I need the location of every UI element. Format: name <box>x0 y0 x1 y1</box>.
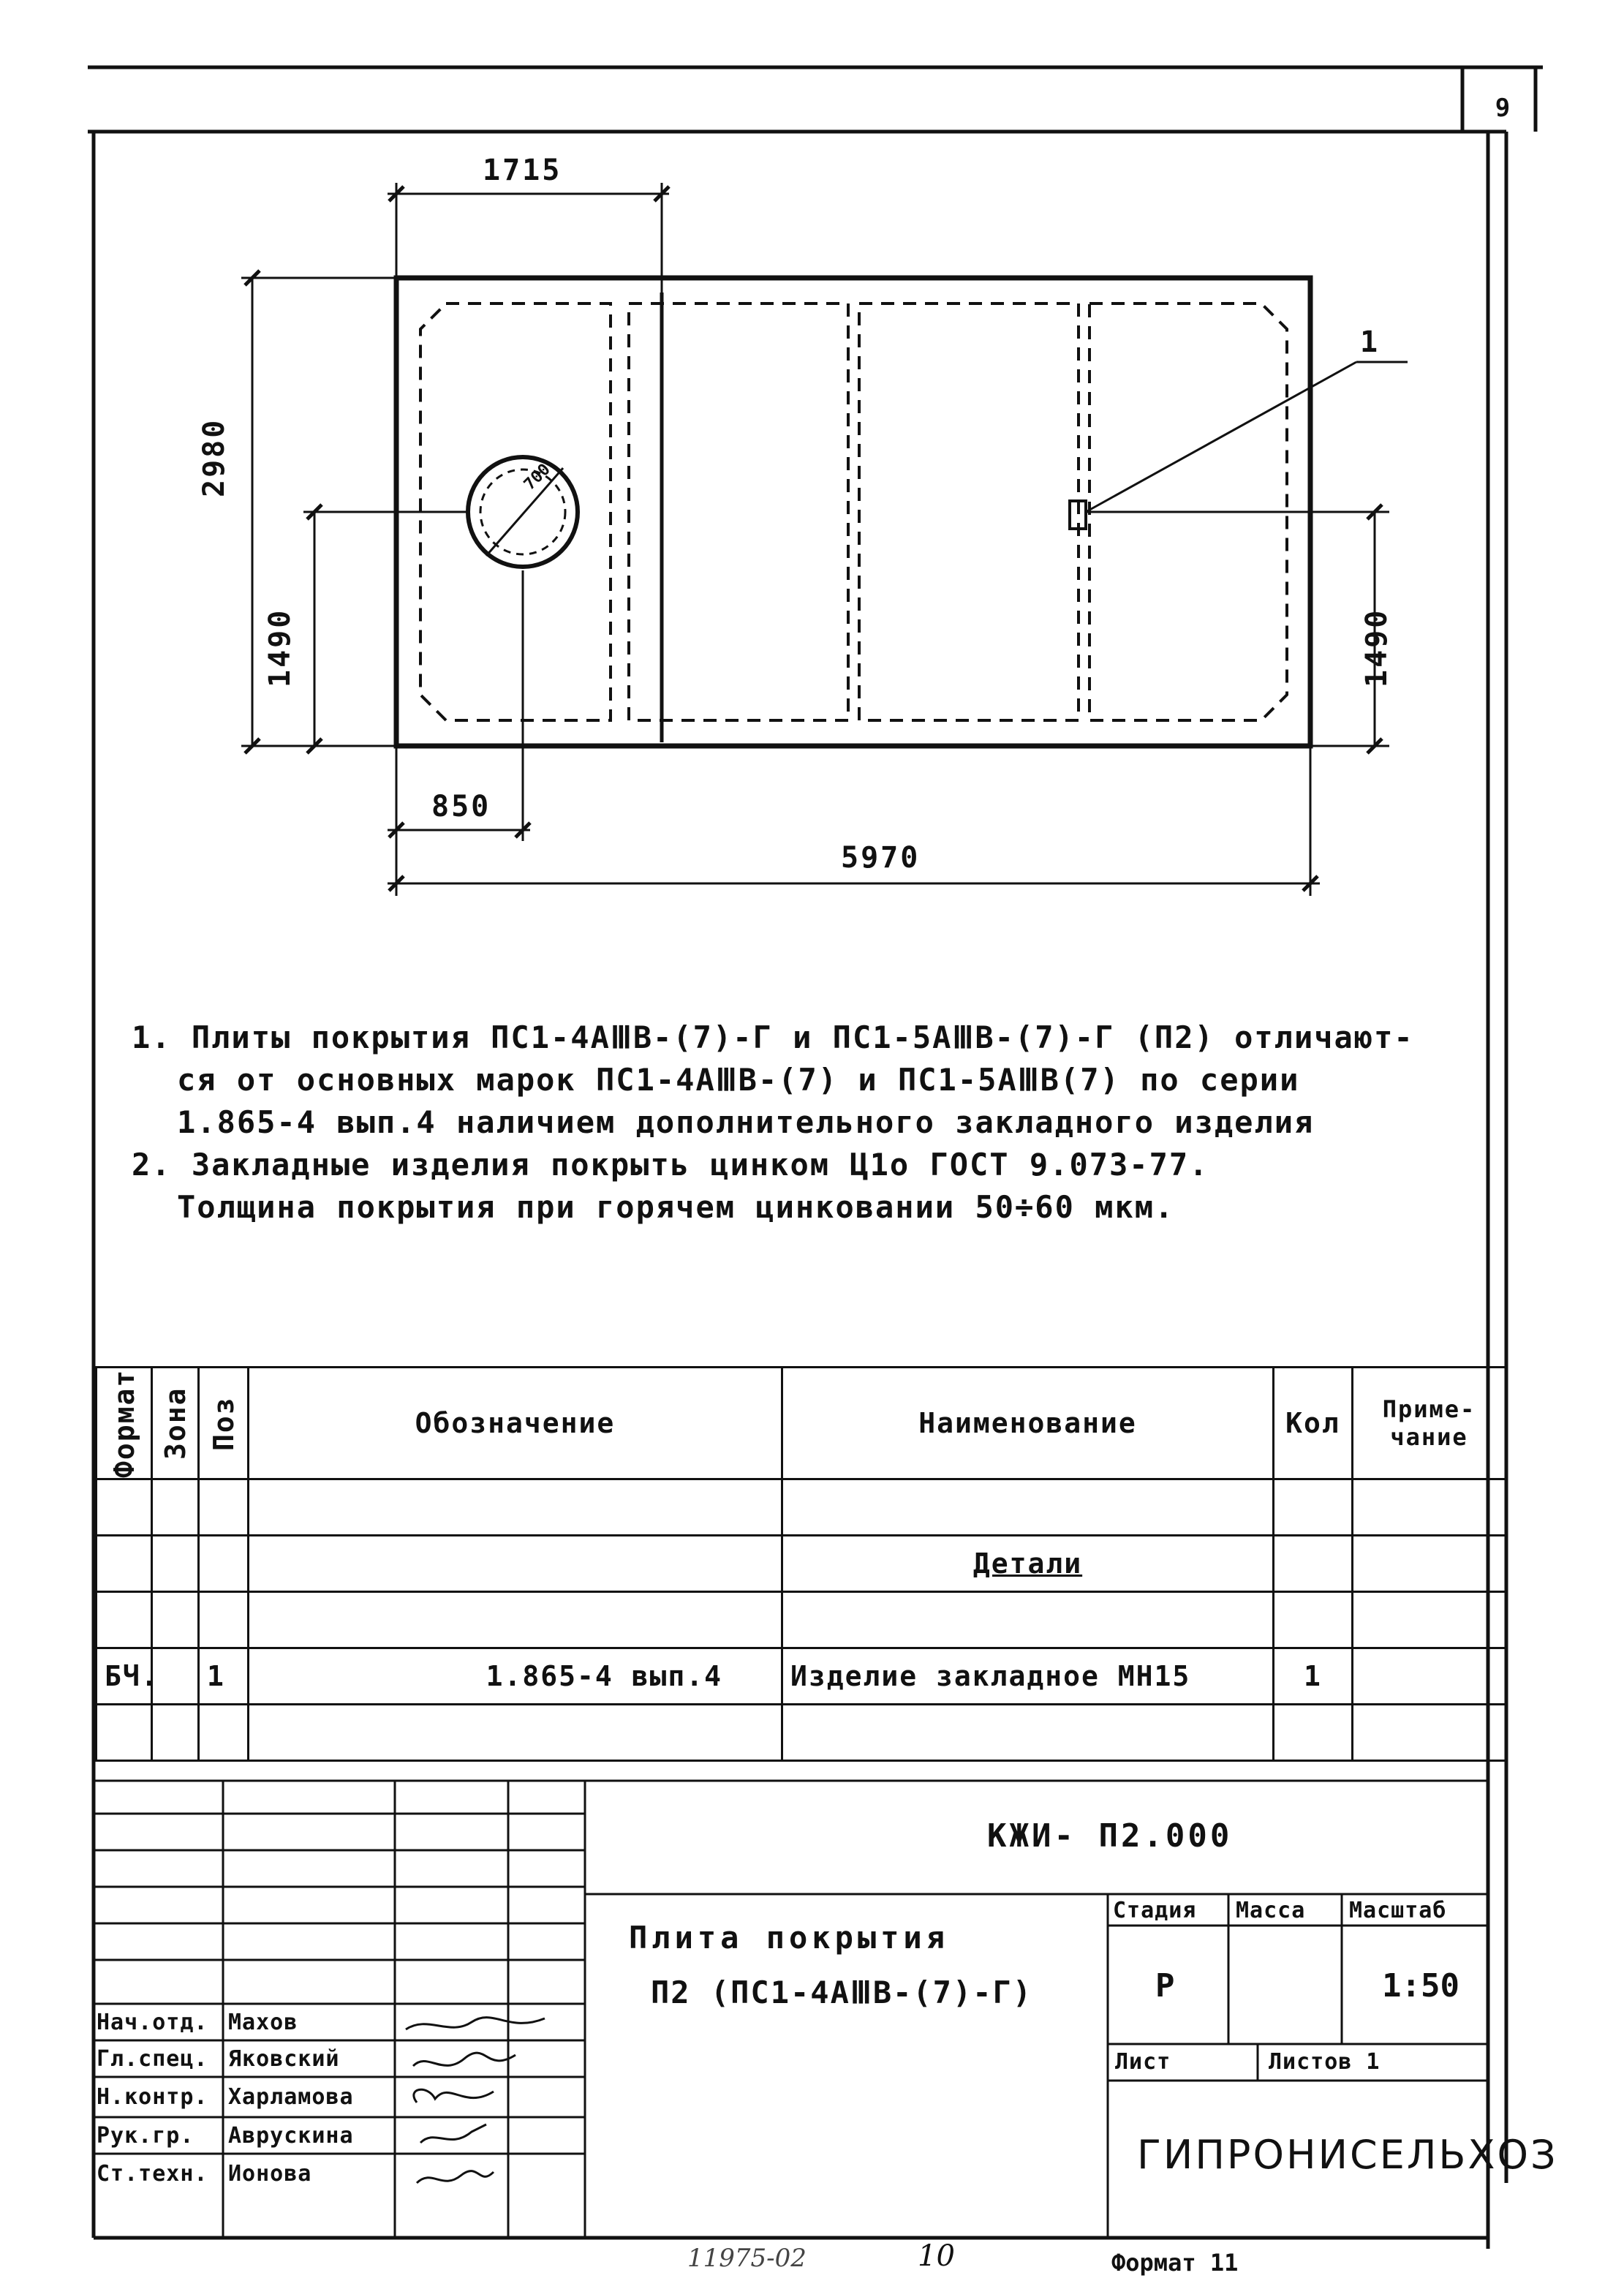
row-format: БЧ. <box>97 1648 152 1705</box>
table-row <box>97 1536 1506 1592</box>
dim-height-right: 1490 <box>1360 608 1394 687</box>
note-line-4: 2. Закладные изделия покрыть цинком Ц1о ГОСТ 9.073-77. <box>132 1147 1209 1183</box>
staff-role-3: Н.контр. <box>97 2084 208 2110</box>
staff-name-2: Яковский <box>228 2046 340 2072</box>
scale-value: 1:50 <box>1382 1967 1459 2005</box>
signature-2 <box>413 2053 515 2066</box>
signatures <box>399 2007 574 2234</box>
signature-1 <box>406 2018 545 2029</box>
note-line-1: 1. Плиты покрытия ПС1-4АⅢВ-(7)-Г и ПС1-5АⅢВ-(7)-Г (П2) отличают- <box>132 1019 1414 1055</box>
signature-4 <box>420 2124 486 2143</box>
sheet-label: Лист <box>1115 2049 1171 2075</box>
col-qty: Кол <box>1274 1368 1353 1479</box>
table-row <box>97 1705 1506 1761</box>
dim-height-total: 2980 <box>197 418 231 497</box>
dimension-lines <box>241 183 1389 896</box>
staff-role-2: Гл.спец. <box>97 2046 208 2072</box>
format-label: Формат 11 <box>1111 2249 1239 2277</box>
staff-name-3: Харламова <box>228 2084 354 2110</box>
specification-table <box>95 1366 1507 1762</box>
dim-top-width: 1715 <box>483 154 562 187</box>
col-pos: Поз <box>199 1368 249 1479</box>
col-format: Формат <box>97 1368 152 1479</box>
table-row <box>97 1479 1506 1536</box>
title-line-2: П2 (ПС1-4АⅢВ-(7)-Г) <box>651 1975 1033 2010</box>
note-line-5: Толщина покрытия при горячем цинковании 50÷60 мкм. <box>177 1189 1175 1225</box>
opening-circle <box>468 457 578 567</box>
col-designation: Обозначение <box>249 1368 782 1479</box>
circle-dimension: 700 <box>520 460 554 494</box>
note-line-2: ся от основных марок ПС1-4АⅢВ-(7) и ПС1-5АⅢВ(7) по серии <box>177 1062 1300 1098</box>
staff-name-1: Махов <box>228 2010 298 2035</box>
staff-role-4: Рук.гр. <box>97 2123 194 2149</box>
inventory-number: 11975-02 <box>687 2244 807 2273</box>
signature-5 <box>417 2171 494 2183</box>
callout-number: 1 <box>1360 325 1381 359</box>
mass-label: Масса <box>1236 1898 1306 1923</box>
document-code: КЖИ- П2.000 <box>987 1817 1233 1855</box>
dimension-ticks <box>245 186 1382 891</box>
table-row <box>97 1648 1506 1705</box>
stage-value: Р <box>1155 1967 1175 2005</box>
staff-role-1: Нач.отд. <box>97 2010 208 2035</box>
col-note: Приме-чание <box>1353 1368 1506 1479</box>
staff-role-5: Ст.техн. <box>97 2161 208 2187</box>
col-name: Наименование <box>782 1368 1274 1479</box>
section-title: Детали <box>782 1536 1274 1592</box>
staff-name-4: Аврускина <box>228 2123 354 2149</box>
table-row <box>97 1592 1506 1648</box>
col-zone: Зона <box>152 1368 199 1479</box>
staff-name-5: Ионова <box>228 2161 312 2187</box>
row-qty: 1 <box>1274 1648 1353 1705</box>
signature-3 <box>414 2089 494 2103</box>
stage-label: Стадия <box>1113 1898 1197 1923</box>
page-number: 10 <box>918 2239 955 2273</box>
dim-offset-bottom: 850 <box>431 790 491 823</box>
title-line-1: Плита покрытия <box>629 1920 950 1956</box>
notes-block <box>132 1017 1492 1229</box>
dim-height-left: 1490 <box>263 608 297 687</box>
organization: ГИПРОНИСЕЛЬХОЗ <box>1137 2132 1558 2178</box>
scale-label: Масштаб <box>1349 1898 1447 1923</box>
note-line-3: 1.865-4 вып.4 наличием дополнительного закладного изделия <box>177 1104 1315 1140</box>
row-name: Изделие закладное МН15 <box>782 1648 1274 1705</box>
row-designation: 1.865-4 вып.4 <box>249 1648 782 1705</box>
sheet-number: 9 <box>1495 94 1511 123</box>
row-pos: 1 <box>199 1648 249 1705</box>
spec-header-row <box>97 1368 1506 1479</box>
sheets-label: Листов 1 <box>1269 2049 1381 2075</box>
dim-total-length: 5970 <box>841 841 921 875</box>
